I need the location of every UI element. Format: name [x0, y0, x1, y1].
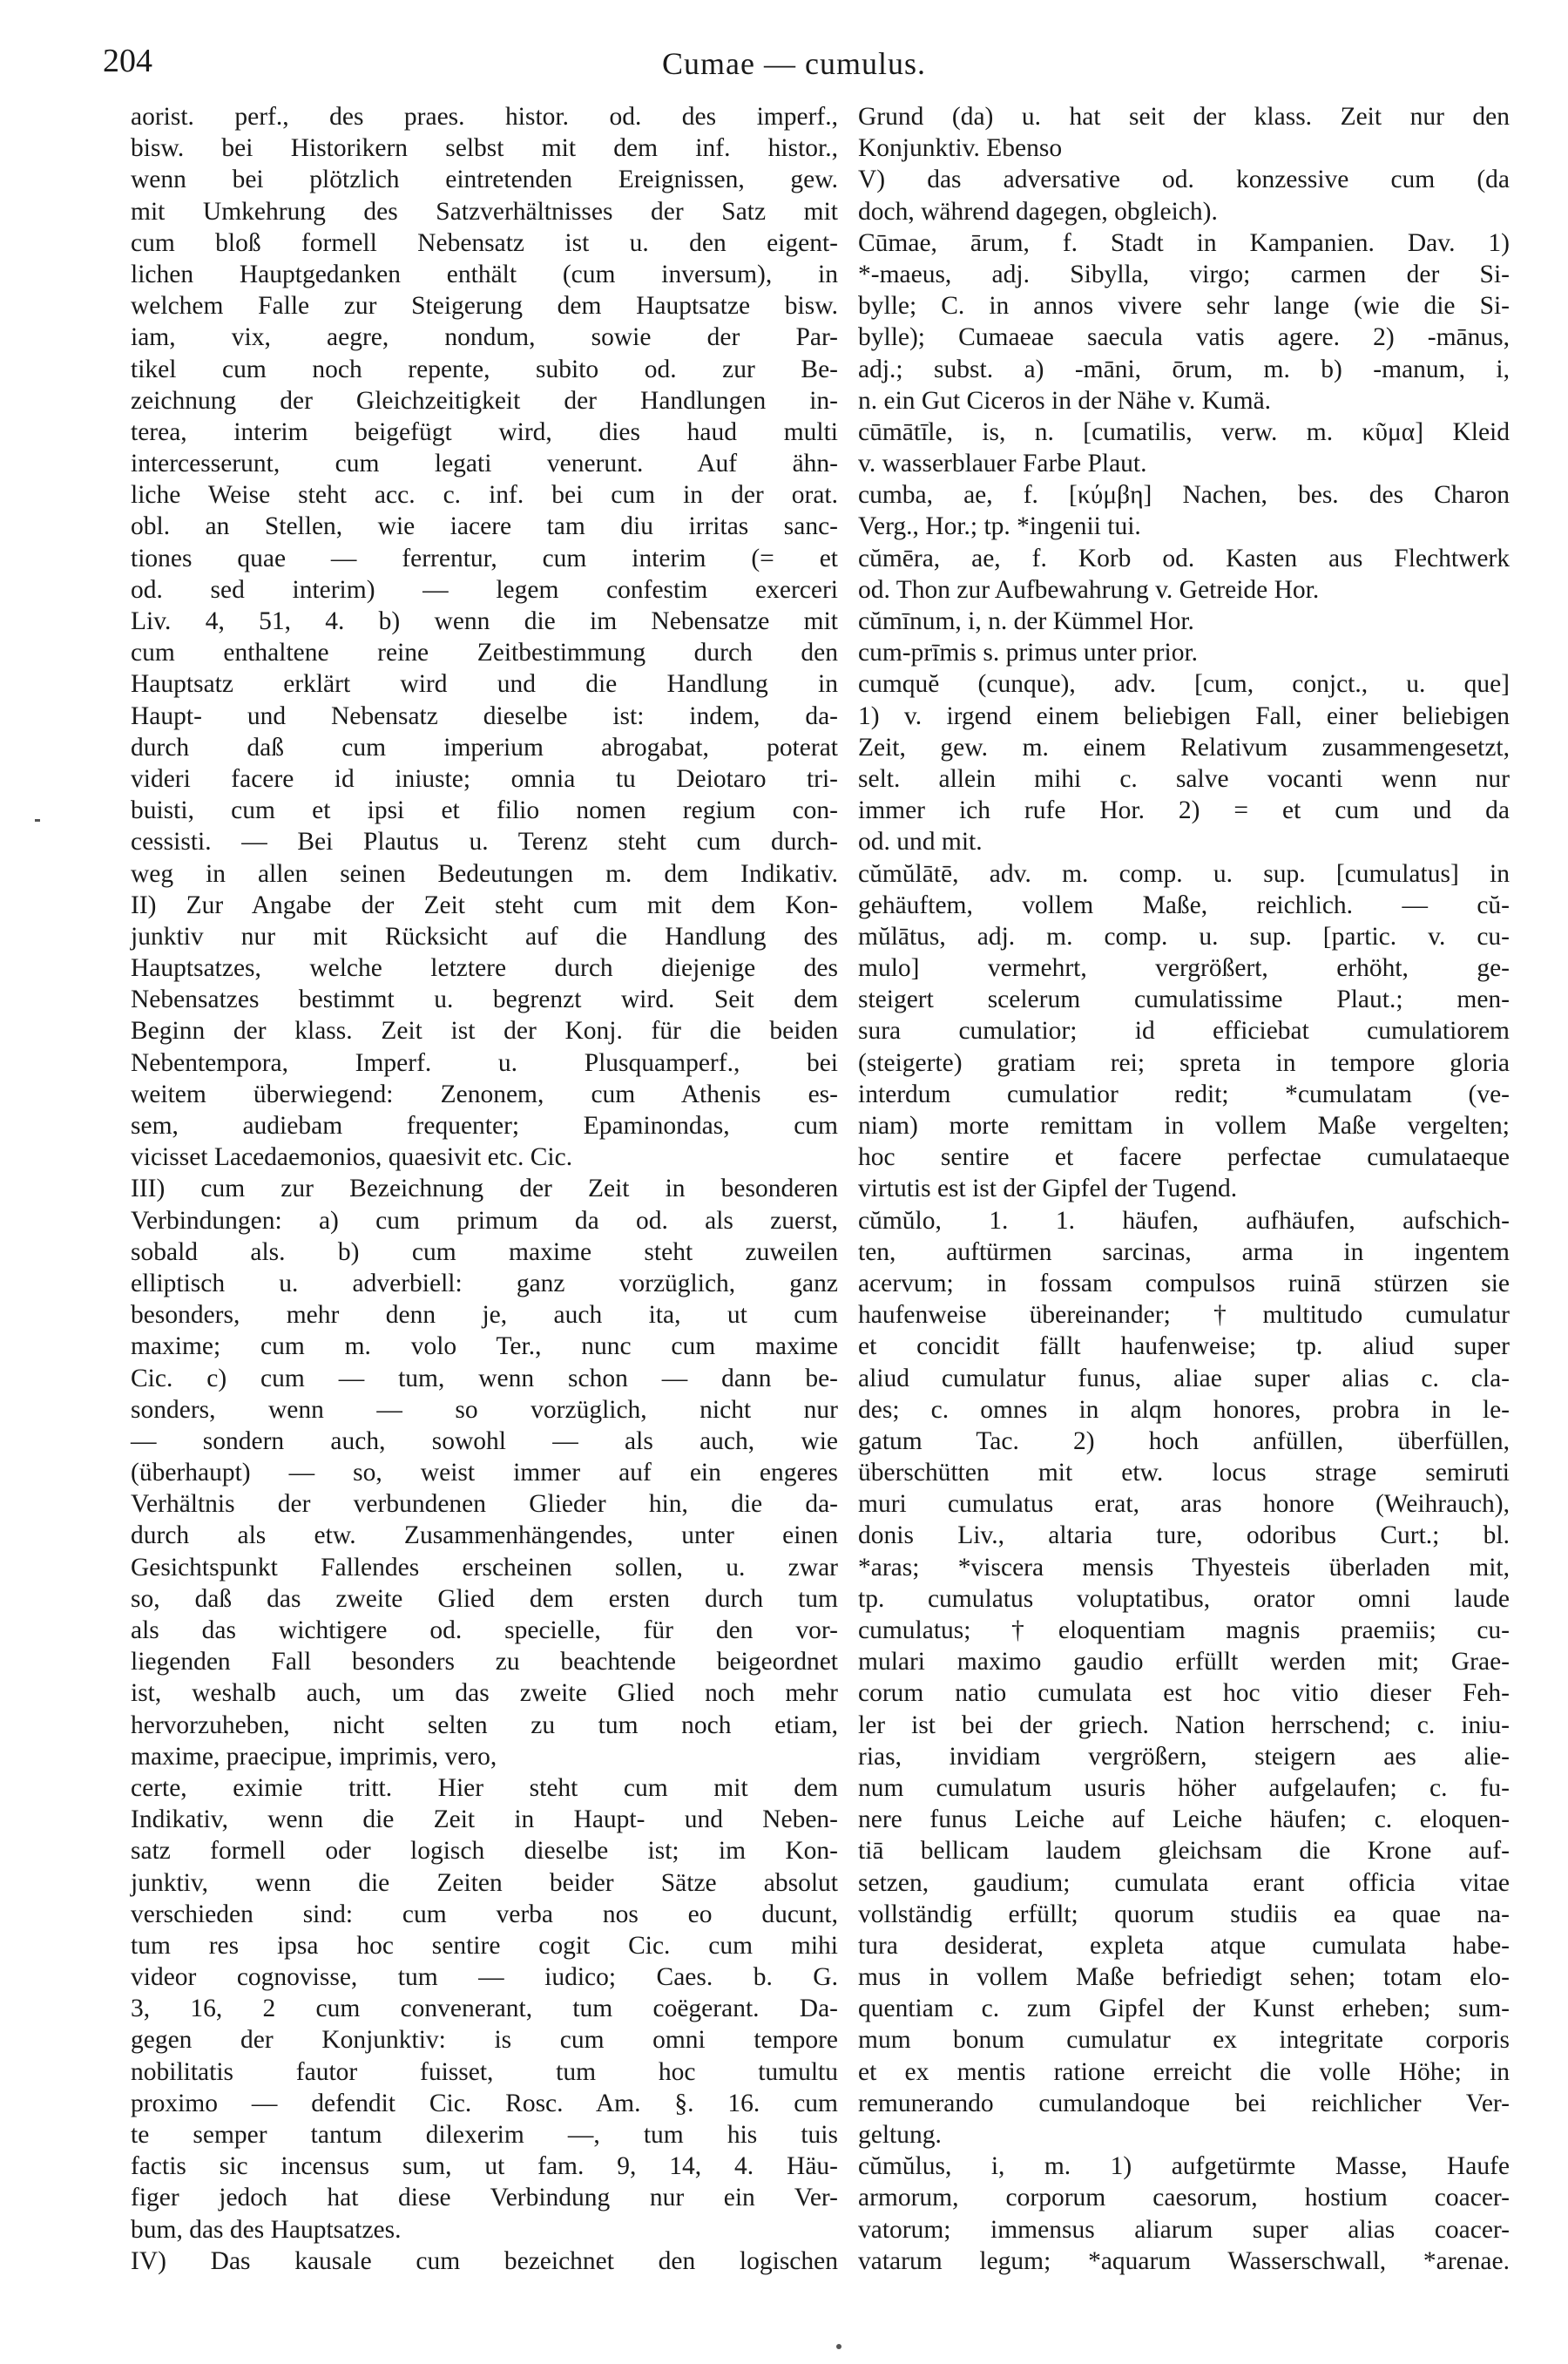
text-line: IV) Das kausale cum bezeichnet den logischen: [131, 2246, 838, 2275]
text-line: adj.; subst. a) -māni, ōrum, m. b) -manum, i,: [858, 355, 1510, 383]
text-line: num cumulatum usuris höher aufgelaufen; c. fu-: [858, 1773, 1510, 1802]
text-line: Nebentempora, Imperf. u. Plusquamperf., bei: [131, 1048, 838, 1077]
text-line: welchem Falle zur Steigerung dem Hauptsatze bisw.: [131, 292, 838, 321]
text-line: Verhältnis der verbundenen Glieder hin, die da-: [131, 1490, 838, 1519]
text-line: Gesichtspunkt Fallendes erscheinen sollen, u. zwar: [131, 1553, 838, 1582]
text-line: steigert scelerum cumulatissime Plaut.; men-: [858, 986, 1510, 1014]
text-line: doch, während dagegen, obgleich).: [858, 197, 1218, 226]
text-line: factis sic incensus sum, ut fam. 9, 14, 4. Häu-: [131, 2152, 838, 2181]
text-line: remunerando cumulandoque bei reichlicher Ver-: [858, 2089, 1510, 2117]
text-line: nobilitatis fautor fuisset, tum hoc tumultu: [131, 2057, 838, 2086]
text-line: mŭlātus, adj. m. comp. u. sup. [partic. v. cu-: [858, 922, 1510, 951]
text-line: od. sed interim) — legem confestim exerceri: [131, 575, 838, 604]
text-line: mum bonum cumulatur ex integritate corporis: [858, 2026, 1510, 2055]
text-line: rias, invidiam vergrößern, steigern aes alie-: [858, 1742, 1510, 1771]
text-line: sem, audiebam frequenter; Epaminondas, cum: [131, 1112, 838, 1140]
running-head: Cumae — cumulus.: [662, 46, 926, 81]
text-line: Konjunktiv. Ebenso: [858, 134, 1063, 163]
text-line: muri cumulatus erat, aras honore (Weihrauch),: [858, 1490, 1510, 1519]
text-line: cumulatus; †eloquentiam magnis praemiis; cu-: [858, 1616, 1510, 1644]
text-line: verschieden sind: cum verba nos eo ducunt,: [131, 1900, 838, 1928]
text-line: cumquĕ (cunque), adv. [cum, conjct., u. que]: [858, 670, 1510, 699]
text-line: figer jedoch hat diese Verbindung nur ein Ver-: [131, 2184, 838, 2212]
text-line: certe, eximie tritt. Hier steht cum mit dem: [131, 1773, 838, 1802]
text-line: (überhaupt) — so, weist immer auf ein engeres: [131, 1459, 838, 1487]
text-line: liegenden Fall besonders zu beachtende beigeordnet: [131, 1648, 838, 1676]
text-line: V) das adversative od. konzessive cum (da: [858, 166, 1510, 194]
text-line: Beginn der klass. Zeit ist der Konj. für die beiden: [131, 1017, 838, 1046]
text-line: besonders, mehr denn je, auch ita, ut cum: [131, 1301, 838, 1330]
text-line: od. und mit.: [858, 828, 983, 857]
text-line: des; c. omnes in alqm honores, probra in le-: [858, 1395, 1510, 1424]
text-line: cŭmŭlus, i, m. 1) aufgetürmte Masse, Haufe: [858, 2152, 1510, 2181]
text-line: Hauptsatz erklärt wird und die Handlung in: [131, 670, 838, 699]
text-line: selt. allein mihi c. salve vocanti wenn nur: [858, 764, 1510, 793]
text-line: sonders, wenn — so vorzüglich, nicht nur: [131, 1395, 838, 1424]
text-line: cumba, ae, f. [κύμβη] Nachen, bes. des Charon: [858, 481, 1510, 510]
text-line: mulari maximo gaudio erfüllt werden mit; Grae-: [858, 1648, 1510, 1676]
text-line: buisti, cum et ipsi et filio nomen regium con-: [131, 796, 838, 825]
text-line: tp. cumulatus voluptatibus, orator omni laude: [858, 1584, 1510, 1613]
text-line: intercesserunt, cum legati venerunt. Auf ähn-: [131, 450, 838, 478]
text-line: cum bloß formell Nebensatz ist u. den eigent-: [131, 228, 838, 257]
text-line: weg in allen seinen Bedeutungen m. dem Indikativ.: [131, 859, 838, 888]
text-line: tikel cum noch repente, subito od. zur Be-: [131, 355, 838, 383]
text-line: acervum; in fossam compulsos ruinā stürzen sie: [858, 1269, 1510, 1297]
text-line: ler ist bei der griech. Nation herrschend; c. iniu-: [858, 1710, 1510, 1739]
text-line: Grund (da) u. hat seit der klass. Zeit nur den: [858, 103, 1510, 131]
text-line: 3, 16, 2 cum convenerant, tum coëgerant. Da-: [131, 1995, 838, 2023]
text-line: — sondern auch, sowohl — als auch, wie: [131, 1426, 838, 1455]
text-line: tiā bellicam laudem gleichsam die Krone auf-: [858, 1837, 1510, 1866]
text-line: te semper tantum dilexerim —, tum his tuis: [131, 2121, 838, 2149]
text-line: *aras; *viscera mensis Thyesteis überladen mit,: [858, 1553, 1510, 1582]
text-line: durch daß cum imperium abrogabat, poterat: [131, 733, 838, 762]
text-line: Zeit, gew. m. einem Relativum zusammengesetzt,: [858, 733, 1510, 762]
text-line: mulo] vermehrt, vergrößert, erhöht, ge-: [858, 954, 1510, 983]
text-line: lichen Hauptgedanken enthält (cum inversum), in: [131, 260, 838, 288]
text-line: liche Weise steht acc. c. inf. bei cum in der orat.: [131, 481, 838, 510]
text-line: ist, weshalb auch, um das zweite Glied noch mehr: [131, 1679, 838, 1708]
text-line: satz formell oder logisch dieselbe ist; im Kon-: [131, 1837, 838, 1866]
text-line: haufenweise übereinander; †multitudo cumulatur: [858, 1301, 1510, 1330]
text-line: cŭmēra, ae, f. Korb od. Kasten aus Flechtwerk: [858, 544, 1510, 572]
left-column: [131, 101, 838, 2277]
text-line: Haupt- und Nebensatz dieselbe ist: indem, da-: [131, 701, 838, 730]
text-line: sura cumulatior; id efficiebat cumulatiorem: [858, 1017, 1510, 1046]
text-line: niam) morte remittam in vollem Maße vergelten;: [858, 1112, 1510, 1140]
text-line: sobald als. b) cum maxime steht zuweilen: [131, 1237, 838, 1266]
footer-mark: [836, 2344, 841, 2349]
text-line: obl. an Stellen, wie iacere tam diu irritas sanc-: [131, 512, 838, 541]
text-line: hoc sentire et facere perfectae cumulataeque: [858, 1143, 1510, 1172]
text-line: wenn bei plötzlich eintretenden Ereignissen, gew.: [131, 166, 838, 194]
text-line: od. Thon zur Aufbewahrung v. Getreide Hor.: [858, 575, 1320, 604]
text-line: gehäuftem, vollem Maße, reichlich. — cŭ-: [858, 891, 1510, 919]
text-line: videri facere id iniuste; omnia tu Deiotaro tri-: [131, 764, 838, 793]
text-line: weitem überwiegend: Zenonem, cum Athenis es-: [131, 1080, 838, 1108]
text-line: vatarum legum; *aquarum Wasserschwall, *arenae.: [858, 2246, 1510, 2275]
text-line: videor cognovisse, tum — iudico; Caes. b. G.: [131, 1963, 838, 1992]
text-line: nere funus Leiche auf Leiche häufen; c. eloquen-: [858, 1805, 1510, 1834]
text-line: vatorum; immensus aliarum super alias coacer-: [858, 2215, 1510, 2244]
text-line: setzen, gaudium; cumulata erant officia vitae: [858, 1868, 1510, 1897]
text-line: (steigerte) gratiam rei; spreta in tempore gloria: [858, 1048, 1510, 1077]
text-line: junktiv, wenn die Zeiten beider Sätze absolut: [131, 1868, 838, 1897]
text-line: III) cum zur Bezeichnung der Zeit in besonderen: [131, 1175, 838, 1203]
text-line: 1) v. irgend einem beliebigen Fall, einer beliebigen: [858, 701, 1510, 730]
text-line: cum enthaltene reine Zeitbestimmung durch den: [131, 639, 838, 667]
text-line: II) Zur Angabe der Zeit steht cum mit dem Kon-: [131, 891, 838, 919]
text-line: bum, das des Hauptsatzes.: [131, 2215, 402, 2244]
text-line: Hauptsatzes, welche letztere durch diejenige des: [131, 954, 838, 983]
text-line: cŭmŭlātē, adv. m. comp. u. sup. [cumulatus] in: [858, 859, 1510, 888]
text-line: bylle; C. in annos vivere sehr lange (wie die Si-: [858, 292, 1510, 321]
text-line: aliud cumulatur funus, aliae super alias c. cla-: [858, 1364, 1510, 1392]
text-line: Verbindungen: a) cum primum da od. als zuerst,: [131, 1206, 838, 1235]
text-line: virtutis est ist der Gipfel der Tugend.: [858, 1175, 1238, 1203]
text-line: geltung.: [858, 2121, 942, 2149]
text-line: cŭmŭlo, 1. 1. häufen, aufhäufen, aufschich-: [858, 1206, 1510, 1235]
text-line: so, daß das zweite Glied dem ersten durch tum: [131, 1584, 838, 1613]
text-line: n. ein Gut Ciceros in der Nähe v. Kumä.: [858, 386, 1272, 415]
text-line: vollständig erfüllt; quorum studiis ea quae na-: [858, 1900, 1510, 1928]
text-line: hervorzuheben, nicht selten zu tum noch etiam,: [131, 1710, 838, 1739]
text-line: gegen der Konjunktiv: is cum omni tempore: [131, 2026, 838, 2055]
text-line: Cūmae, ārum, f. Stadt in Kampanien. Dav. 1): [858, 228, 1510, 257]
text-line: armorum, corporum caesorum, hostium coacer-: [858, 2184, 1510, 2212]
text-line: mus in vollem Maße befriedigt sehen; totam elo-: [858, 1963, 1510, 1992]
text-line: elliptisch u. adverbiell: ganz vorzüglich, ganz: [131, 1269, 838, 1297]
text-line: maxime, praecipue, imprimis, vero,: [131, 1742, 497, 1771]
page-number: 204: [103, 43, 152, 79]
text-line: donis Liv., altaria ture, odoribus Curt.; bl.: [858, 1521, 1510, 1550]
text-line: terea, interim beigefügt wird, dies haud multi: [131, 417, 838, 446]
text-line: maxime; cum m. volo Ter., nunc cum maxime: [131, 1332, 838, 1361]
text-line: *-maeus, adj. Sibylla, virgo; carmen der Si-: [858, 260, 1510, 288]
text-line: tiones quae — ferrentur, cum interim (= et: [131, 544, 838, 572]
text-line: Nebensatzes bestimmt u. begrenzt wird. Seit dem: [131, 986, 838, 1014]
text-line: cum-prīmis s. primus unter prior.: [858, 639, 1199, 667]
text-line: bylle); Cumaeae saecula vatis agere. 2) -mānus,: [858, 323, 1510, 352]
text-line: quentiam c. zum Gipfel der Kunst erheben; sum-: [858, 1995, 1510, 2023]
text-line: junktiv nur mit Rücksicht auf die Handlung des: [131, 922, 838, 951]
text-line: mit Umkehrung des Satzverhältnisses der Satz mit: [131, 197, 838, 226]
text-line: überschütten mit etw. locus strage semiruti: [858, 1459, 1510, 1487]
text-line: Cic. c) cum — tum, wenn schon — dann be-: [131, 1364, 838, 1392]
text-line: vicisset Lacedaemonios, quaesivit etc. Cic.: [131, 1143, 573, 1172]
text-line: durch als etw. Zusammenhängendes, unter einen: [131, 1521, 838, 1550]
text-line: cŭmīnum, i, n. der Kümmel Hor.: [858, 607, 1194, 635]
text-line: v. wasserblauer Farbe Plaut.: [858, 450, 1147, 478]
text-line: Verg., Hor.; tp. *ingenii tui.: [858, 512, 1141, 541]
text-line: tum res ipsa hoc sentire cogit Cic. cum mihi: [131, 1931, 838, 1960]
text-line: proximo — defendit Cic. Rosc. Am. §. 16. cum: [131, 2089, 838, 2117]
text-line: zeichnung der Gleichzeitigkeit der Handlungen in-: [131, 386, 838, 415]
text-line: et concidit fällt haufenweise; tp. aliud super: [858, 1332, 1510, 1361]
text-line: iam, vix, aegre, nondum, sowie der Par-: [131, 323, 838, 352]
text-line: tura desiderat, expleta atque cumulata habe-: [858, 1931, 1510, 1960]
text-line: ten, auftürmen sarcinas, arma in ingentem: [858, 1237, 1510, 1266]
margin-mark: [35, 819, 40, 822]
text-line: immer ich rufe Hor. 2) = et cum und da: [858, 796, 1510, 825]
text-line: bisw. bei Historikern selbst mit dem inf. histor.,: [131, 134, 838, 163]
text-line: als das wichtigere od. specielle, für den vor-: [131, 1616, 838, 1644]
text-line: interdum cumulatior redit; *cumulatam (ve-: [858, 1080, 1510, 1108]
text-line: Liv. 4, 51, 4. b) wenn die im Nebensatze mit: [131, 607, 838, 635]
text-line: cessisti. — Bei Plautus u. Terenz steht cum durch-: [131, 828, 838, 857]
text-line: corum natio cumulata est hoc vitio dieser Feh-: [858, 1679, 1510, 1708]
text-line: cūmātīle, is, n. [cumatilis, verw. m. κῦμα] Kleid: [858, 417, 1510, 446]
text-line: gatum Tac. 2) hoch anfüllen, überfüllen,: [858, 1426, 1510, 1455]
text-line: et ex mentis ratione erreicht die volle Höhe; in: [858, 2057, 1510, 2086]
text-line: Indikativ, wenn die Zeit in Haupt- und Neben-: [131, 1805, 838, 1834]
right-column: [858, 101, 1510, 2277]
text-line: aorist. perf., des praes. histor. od. des imperf.,: [131, 103, 838, 131]
